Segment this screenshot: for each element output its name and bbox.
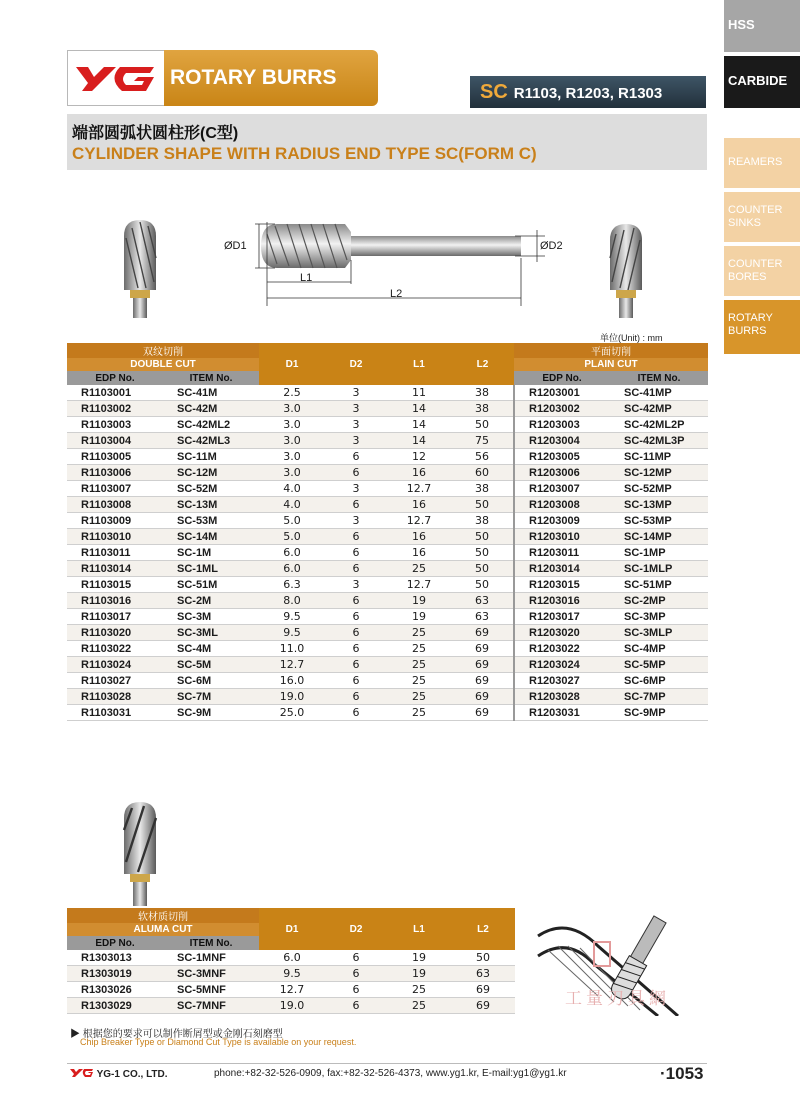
- item-cell: SC-2M: [163, 593, 259, 609]
- series-prefix: SC: [480, 81, 508, 103]
- side-tab-label: BURRS: [728, 325, 767, 337]
- edp-cell: R1103022: [67, 641, 163, 657]
- edp-cell: R1303026: [67, 982, 163, 998]
- item-cell: SC-11M: [163, 449, 259, 465]
- item-cell: SC-3M: [163, 609, 259, 625]
- table-row: [67, 465, 708, 481]
- item-plain-cell: SC-7MP: [610, 689, 708, 705]
- table-row: [67, 982, 515, 998]
- edp-plain-cell: R1203017: [514, 609, 610, 625]
- item-plain-cell: SC-2MP: [610, 593, 708, 609]
- table-row: [67, 966, 515, 982]
- l1-cell: 25: [387, 998, 451, 1014]
- l1-cell: 14: [387, 417, 451, 433]
- page-title-bar: [164, 50, 378, 106]
- l2-cell: 50: [451, 561, 514, 577]
- edp-cell: R1103016: [67, 593, 163, 609]
- item-cell: SC-5M: [163, 657, 259, 673]
- d2-cell: 3: [325, 577, 387, 593]
- item-cell: SC-3MNF: [163, 966, 259, 982]
- edp-cell: R1103001: [67, 385, 163, 401]
- item-cell: SC-9M: [163, 705, 259, 721]
- l2-cell: 69: [451, 641, 514, 657]
- note-english: Chip Breaker Type or Diamond Cut Type is available on your request.: [80, 1037, 357, 1047]
- yg-logo: [67, 50, 164, 106]
- col-header-l1: L1: [387, 343, 451, 385]
- aluma-cut-header: ALUMA CUT: [67, 923, 259, 936]
- l2-cell: 50: [451, 545, 514, 561]
- item-cell: SC-51M: [163, 577, 259, 593]
- table-row: [67, 433, 708, 449]
- side-tab-rotary-burrs[interactable]: [724, 300, 800, 354]
- item-plain-cell: SC-14MP: [610, 529, 708, 545]
- side-tab-label: CARBIDE: [728, 73, 788, 88]
- footer-company-name: YG-1 CO., LTD.: [96, 1069, 168, 1080]
- edp-plain-cell: R1203014: [514, 561, 610, 577]
- table-row: [67, 593, 708, 609]
- d2-cell: 6: [325, 689, 387, 705]
- table-row: [67, 401, 708, 417]
- edp-cell: R1103010: [67, 529, 163, 545]
- table-row: [67, 609, 708, 625]
- col-header-d1: D1: [259, 908, 325, 950]
- d2-cell: 3: [325, 417, 387, 433]
- side-tab-label: HSS: [728, 17, 755, 32]
- item-plain-cell: SC-42ML3P: [610, 433, 708, 449]
- subtitle-english: CYLINDER SHAPE WITH RADIUS END TYPE SC(FORM C): [72, 144, 537, 163]
- item-plain-cell: SC-42MP: [610, 401, 708, 417]
- l2-cell: 50: [451, 497, 514, 513]
- l2-cell: 75: [451, 433, 514, 449]
- d2-cell: 6: [325, 561, 387, 577]
- item-plain-cell: SC-4MP: [610, 641, 708, 657]
- edp-plain-cell: R1203031: [514, 705, 610, 721]
- item-cell: SC-7M: [163, 689, 259, 705]
- edp-plain-cell: R1203011: [514, 545, 610, 561]
- table-row: [67, 998, 515, 1014]
- d2-cell: 6: [325, 950, 387, 966]
- table-row: [67, 950, 515, 966]
- l2-cell: 38: [451, 385, 514, 401]
- d1-cell: 3.0: [259, 465, 325, 481]
- d1-cell: 9.5: [259, 609, 325, 625]
- d2-cell: 6: [325, 593, 387, 609]
- dim-label-d1: ØD1: [224, 240, 247, 252]
- edp-cell: R1103015: [67, 577, 163, 593]
- d1-cell: 19.0: [259, 689, 325, 705]
- l2-cell: 50: [451, 950, 515, 966]
- d2-cell: 3: [325, 433, 387, 449]
- edp-plain-cell: R1203004: [514, 433, 610, 449]
- l1-cell: 16: [387, 465, 451, 481]
- item-plain-cell: SC-6MP: [610, 673, 708, 689]
- edp-cell: R1103014: [67, 561, 163, 577]
- d1-cell: 5.0: [259, 529, 325, 545]
- item-cell: SC-14M: [163, 529, 259, 545]
- l1-cell: 25: [387, 982, 451, 998]
- edp-plain-cell: R1203020: [514, 625, 610, 641]
- side-tab-label: REAMERS: [728, 156, 783, 168]
- table-row: [67, 449, 708, 465]
- edp-plain-cell: R1203015: [514, 577, 610, 593]
- table-row: [67, 545, 708, 561]
- footer-company: [70, 1068, 168, 1080]
- side-tab-label: BORES: [728, 271, 767, 283]
- item-cell: SC-1MNF: [163, 950, 259, 966]
- edp-plain-cell: R1203006: [514, 465, 610, 481]
- d2-cell: 6: [325, 673, 387, 689]
- table-row: [67, 641, 708, 657]
- table-row: [67, 513, 708, 529]
- plain-cut-header-cn: 平面切削: [514, 343, 708, 358]
- l1-cell: 14: [387, 433, 451, 449]
- d2-cell: 6: [325, 982, 387, 998]
- d1-cell: 9.5: [259, 625, 325, 641]
- edp-plain-cell: R1203002: [514, 401, 610, 417]
- page-title: ROTARY BURRS: [170, 66, 337, 89]
- edp-cell: R1103004: [67, 433, 163, 449]
- spec-table-aluma: [67, 908, 515, 1014]
- d2-cell: 3: [325, 513, 387, 529]
- watermark-text: 工量刃具網: [565, 989, 670, 1008]
- table-row: [67, 689, 708, 705]
- d1-cell: 6.3: [259, 577, 325, 593]
- edp-cell: R1103008: [67, 497, 163, 513]
- edp-plain-cell: R1203005: [514, 449, 610, 465]
- spec-table-main: [67, 343, 708, 721]
- l2-cell: 69: [451, 625, 514, 641]
- col-header-d2: D2: [325, 908, 387, 950]
- l1-cell: 12.7: [387, 513, 451, 529]
- item-cell: SC-42ML2: [163, 417, 259, 433]
- d1-cell: 3.0: [259, 433, 325, 449]
- d2-cell: 6: [325, 625, 387, 641]
- edp-cell: R1103009: [67, 513, 163, 529]
- dim-label-d2: ØD2: [540, 240, 563, 252]
- item-plain-cell: SC-12MP: [610, 465, 708, 481]
- item-cell: SC-41M: [163, 385, 259, 401]
- side-tab-counter-sinks[interactable]: [724, 192, 800, 242]
- item-cell: SC-6M: [163, 673, 259, 689]
- table-row: [67, 561, 708, 577]
- table-row: [67, 417, 708, 433]
- item-plain-cell: SC-42ML2P: [610, 417, 708, 433]
- l1-cell: 25: [387, 641, 451, 657]
- d2-cell: 6: [325, 529, 387, 545]
- edp-cell: R1103031: [67, 705, 163, 721]
- l2-cell: 50: [451, 529, 514, 545]
- l2-cell: 63: [451, 966, 515, 982]
- d1-cell: 19.0: [259, 998, 325, 1014]
- d1-cell: 9.5: [259, 966, 325, 982]
- d1-cell: 6.0: [259, 950, 325, 966]
- d1-cell: 12.7: [259, 657, 325, 673]
- l2-cell: 69: [451, 689, 514, 705]
- item-plain-cell: SC-1MP: [610, 545, 708, 561]
- item-cell: SC-42ML3: [163, 433, 259, 449]
- d1-cell: 2.5: [259, 385, 325, 401]
- d1-cell: 12.7: [259, 982, 325, 998]
- side-tab-label: ROTARY: [728, 312, 773, 324]
- edp-cell: R1103007: [67, 481, 163, 497]
- edp-plain-cell: R1203010: [514, 529, 610, 545]
- l2-cell: 38: [451, 401, 514, 417]
- page-number: [660, 1064, 704, 1084]
- l2-cell: 69: [451, 998, 515, 1014]
- l2-cell: 60: [451, 465, 514, 481]
- subtitle-chinese: 端部圆弧状圆柱形(C型): [72, 125, 239, 142]
- edp-plain-cell: R1203022: [514, 641, 610, 657]
- side-tab-hss[interactable]: [724, 0, 800, 52]
- d1-cell: 3.0: [259, 417, 325, 433]
- d1-cell: 4.0: [259, 481, 325, 497]
- col-header-item-plain: ITEM No.: [610, 371, 708, 385]
- l1-cell: 12: [387, 449, 451, 465]
- footer-contact: phone:+82-32-526-0909, fax:+82-32-526-4373, www.yg1.kr, E-mail:yg1@yg1.kr: [214, 1068, 567, 1079]
- l1-cell: 16: [387, 545, 451, 561]
- burr-photo-aluma: [118, 800, 162, 906]
- item-cell: SC-13M: [163, 497, 259, 513]
- col-header-l2: L2: [451, 908, 515, 950]
- d1-cell: 3.0: [259, 449, 325, 465]
- d2-cell: 3: [325, 401, 387, 417]
- page-number-prefix: ·: [660, 1064, 666, 1083]
- double-cut-header: DOUBLE CUT: [67, 358, 259, 371]
- item-plain-cell: SC-13MP: [610, 497, 708, 513]
- edp-plain-cell: R1203009: [514, 513, 610, 529]
- burr-photo-right: [604, 222, 648, 318]
- d2-cell: 6: [325, 449, 387, 465]
- d1-cell: 25.0: [259, 705, 325, 721]
- item-cell: SC-4M: [163, 641, 259, 657]
- edp-plain-cell: R1203001: [514, 385, 610, 401]
- footer-logo-icon: [70, 1068, 94, 1078]
- col-header-edp: EDP No.: [67, 371, 163, 385]
- d2-cell: 6: [325, 609, 387, 625]
- item-cell: SC-1M: [163, 545, 259, 561]
- l1-cell: 12.7: [387, 481, 451, 497]
- item-plain-cell: SC-9MP: [610, 705, 708, 721]
- item-plain-cell: SC-1MLP: [610, 561, 708, 577]
- table-row: [67, 657, 708, 673]
- yg-logo-icon: [68, 51, 164, 105]
- table-row: [67, 625, 708, 641]
- edp-cell: R1103003: [67, 417, 163, 433]
- l1-cell: 19: [387, 966, 451, 982]
- col-header-d2: D2: [325, 343, 387, 385]
- table-row: [67, 705, 708, 721]
- plain-cut-header: PLAIN CUT: [514, 358, 708, 371]
- edp-cell: R1103005: [67, 449, 163, 465]
- col-header-item: ITEM No.: [163, 936, 259, 950]
- d1-cell: 4.0: [259, 497, 325, 513]
- edp-cell: R1103002: [67, 401, 163, 417]
- side-tab-label: COUNTER: [728, 258, 783, 270]
- l2-cell: 69: [451, 982, 515, 998]
- edp-plain-cell: R1203028: [514, 689, 610, 705]
- l2-cell: 50: [451, 417, 514, 433]
- d2-cell: 6: [325, 497, 387, 513]
- col-header-l2: L2: [451, 343, 514, 385]
- edp-cell: R1103017: [67, 609, 163, 625]
- unit-label: 单位(Unit) : mm: [600, 333, 663, 343]
- edp-plain-cell: R1203003: [514, 417, 610, 433]
- d1-cell: 6.0: [259, 545, 325, 561]
- footer-divider: [67, 1063, 707, 1064]
- edp-cell: R1103006: [67, 465, 163, 481]
- item-cell: SC-1ML: [163, 561, 259, 577]
- item-cell: SC-3ML: [163, 625, 259, 641]
- item-plain-cell: SC-11MP: [610, 449, 708, 465]
- d1-cell: 11.0: [259, 641, 325, 657]
- table-row: [67, 385, 708, 401]
- l1-cell: 25: [387, 625, 451, 641]
- edp-cell: R1303029: [67, 998, 163, 1014]
- table-row: [67, 529, 708, 545]
- burr-photo-left: [118, 218, 162, 318]
- item-cell: SC-42M: [163, 401, 259, 417]
- item-plain-cell: SC-3MLP: [610, 625, 708, 641]
- edp-plain-cell: R1203007: [514, 481, 610, 497]
- item-cell: SC-53M: [163, 513, 259, 529]
- side-tab-carbide[interactable]: [724, 56, 800, 108]
- d2-cell: 6: [325, 465, 387, 481]
- side-tab-label: SINKS: [728, 217, 762, 229]
- d2-cell: 3: [325, 385, 387, 401]
- series-code-box: [470, 76, 706, 108]
- edp-cell: R1103027: [67, 673, 163, 689]
- table-row: [67, 577, 708, 593]
- d2-cell: 6: [325, 705, 387, 721]
- l1-cell: 25: [387, 561, 451, 577]
- l2-cell: 38: [451, 481, 514, 497]
- edp-cell: R1103011: [67, 545, 163, 561]
- edp-plain-cell: R1203016: [514, 593, 610, 609]
- l1-cell: 16: [387, 497, 451, 513]
- d2-cell: 6: [325, 641, 387, 657]
- l1-cell: 19: [387, 609, 451, 625]
- col-header-edp: EDP No.: [67, 936, 163, 950]
- d2-cell: 6: [325, 657, 387, 673]
- d1-cell: 16.0: [259, 673, 325, 689]
- edp-cell: R1103020: [67, 625, 163, 641]
- l1-cell: 25: [387, 689, 451, 705]
- l1-cell: 25: [387, 673, 451, 689]
- item-plain-cell: SC-5MP: [610, 657, 708, 673]
- double-cut-header-cn: 双纹切削: [67, 343, 259, 358]
- item-plain-cell: SC-52MP: [610, 481, 708, 497]
- l2-cell: 38: [451, 513, 514, 529]
- edp-plain-cell: R1203024: [514, 657, 610, 673]
- item-cell: SC-5MNF: [163, 982, 259, 998]
- side-tab-label: COUNTER: [728, 204, 783, 216]
- page-number-value: 1053: [665, 1064, 704, 1083]
- l2-cell: 69: [451, 657, 514, 673]
- edp-cell: R1103024: [67, 657, 163, 673]
- item-cell: SC-7MNF: [163, 998, 259, 1014]
- d1-cell: 5.0: [259, 513, 325, 529]
- series-codes: R1103, R1203, R1303: [513, 85, 663, 102]
- d1-cell: 8.0: [259, 593, 325, 609]
- aluma-cut-header-cn: 软材质切削: [67, 908, 259, 923]
- d2-cell: 6: [325, 998, 387, 1014]
- edp-plain-cell: R1203008: [514, 497, 610, 513]
- d2-cell: 6: [325, 545, 387, 561]
- edp-cell: R1303013: [67, 950, 163, 966]
- l2-cell: 69: [451, 705, 514, 721]
- l1-cell: 11: [387, 385, 451, 401]
- d1-cell: 6.0: [259, 561, 325, 577]
- edp-cell: R1303019: [67, 966, 163, 982]
- l1-cell: 12.7: [387, 577, 451, 593]
- side-tab-counter-bores[interactable]: [724, 246, 800, 296]
- item-cell: SC-12M: [163, 465, 259, 481]
- item-plain-cell: SC-53MP: [610, 513, 708, 529]
- item-plain-cell: SC-41MP: [610, 385, 708, 401]
- l2-cell: 50: [451, 577, 514, 593]
- col-header-d1: D1: [259, 343, 325, 385]
- l2-cell: 63: [451, 609, 514, 625]
- col-header-item: ITEM No.: [163, 371, 259, 385]
- dim-label-l2: L2: [390, 288, 403, 300]
- side-tab-reamers[interactable]: [724, 138, 800, 188]
- l1-cell: 19: [387, 950, 451, 966]
- col-header-l1: L1: [387, 908, 451, 950]
- dim-label-l1: L1: [300, 272, 313, 284]
- table-row: [67, 497, 708, 513]
- l1-cell: 14: [387, 401, 451, 417]
- l2-cell: 63: [451, 593, 514, 609]
- item-cell: SC-52M: [163, 481, 259, 497]
- l1-cell: 25: [387, 657, 451, 673]
- d1-cell: 3.0: [259, 401, 325, 417]
- col-header-edp-plain: EDP No.: [514, 371, 610, 385]
- l2-cell: 56: [451, 449, 514, 465]
- note-chinese: ▶ 根据您的要求可以制作断屑型或金刚石刻磨型: [70, 1029, 283, 1040]
- d2-cell: 6: [325, 966, 387, 982]
- edp-cell: R1103028: [67, 689, 163, 705]
- l1-cell: 25: [387, 705, 451, 721]
- table-row: [67, 673, 708, 689]
- d2-cell: 3: [325, 481, 387, 497]
- item-plain-cell: SC-3MP: [610, 609, 708, 625]
- item-plain-cell: SC-51MP: [610, 577, 708, 593]
- l1-cell: 19: [387, 593, 451, 609]
- l2-cell: 69: [451, 673, 514, 689]
- edp-plain-cell: R1203027: [514, 673, 610, 689]
- table-row: [67, 481, 708, 497]
- l1-cell: 16: [387, 529, 451, 545]
